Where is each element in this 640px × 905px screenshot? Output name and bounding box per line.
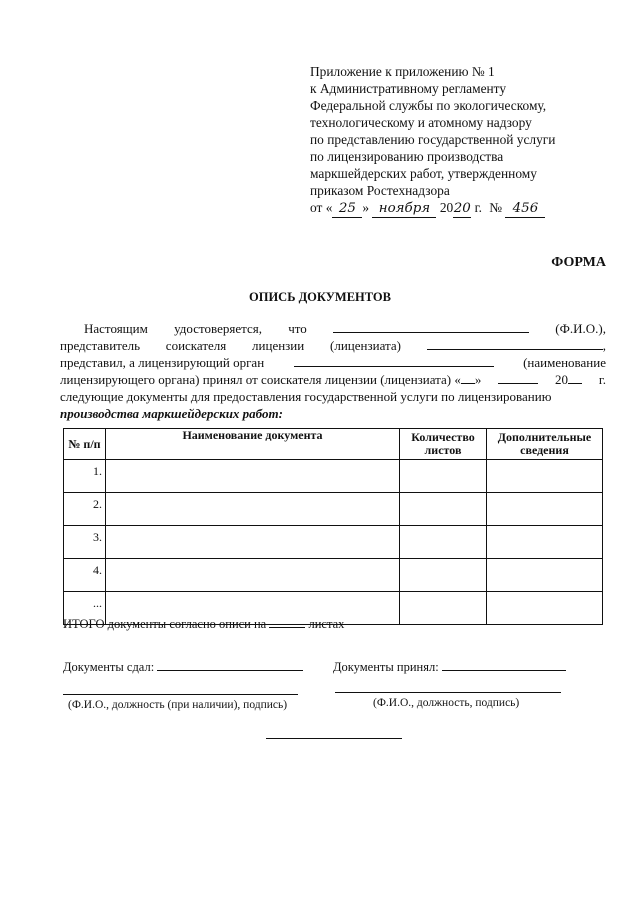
sheets-cell[interactable] <box>400 559 487 592</box>
body-text-fragment: 20 <box>555 372 569 387</box>
date-year-prefix: 20 <box>439 200 454 215</box>
caption-left: (Ф.И.О., должность (при наличии), подпись) <box>68 699 288 711</box>
year-blank[interactable] <box>568 371 582 384</box>
handed-label: Документы сдал: <box>63 660 155 674</box>
sheets-cell[interactable] <box>400 526 487 559</box>
col-extra-header: Дополнительные сведения <box>487 429 603 460</box>
row-number: 4. <box>64 559 106 592</box>
body-text-fragment: (наименование <box>523 355 606 370</box>
header-block <box>310 63 555 218</box>
fio-blank[interactable] <box>333 320 529 333</box>
table-row <box>64 460 603 493</box>
handed-signature-line[interactable] <box>63 694 298 695</box>
extra-cell[interactable] <box>487 460 603 493</box>
body-text-fragment: лицензирующего органа) принял от соискателя лицензии (лицензиата) « <box>60 372 461 387</box>
date-day: 25 <box>332 200 362 218</box>
body-line-5: следующие документы для предоставления государственной услуги по лицензированию <box>60 389 552 404</box>
header-line-7: маркшейдерских работ, утвержденному <box>310 166 537 181</box>
sheets-cell[interactable] <box>400 460 487 493</box>
body-text-fragment: (Ф.И.О.), <box>555 321 606 336</box>
extra-cell[interactable] <box>487 526 603 559</box>
body-text-fragment: соискателя <box>165 338 227 353</box>
header-line-8: приказом Ростехнадзора <box>310 183 450 198</box>
doc-name-cell[interactable] <box>106 559 400 592</box>
col-sheets-header: Количество листов <box>400 429 487 460</box>
handed-blank[interactable] <box>157 658 303 671</box>
table-header-row <box>64 429 603 460</box>
body-line-3 <box>60 354 606 371</box>
received-label: Документы принял: <box>333 660 439 674</box>
handed-line <box>63 658 303 675</box>
bottom-separator-line <box>266 738 402 739</box>
table-row <box>64 559 603 592</box>
body-text-fragment: что <box>288 321 307 336</box>
forma-label: ФОРМА <box>551 255 606 270</box>
body-text-fragment: Настоящим <box>84 321 148 336</box>
header-line-6: по лицензированию производства <box>310 149 504 164</box>
date-month: ноября <box>372 200 436 218</box>
body-text-fragment: представитель <box>60 338 141 353</box>
total-line <box>63 615 344 632</box>
header-date-line <box>310 199 555 218</box>
body-text-fragment: лицензии <box>252 338 305 353</box>
document-title: ОПИСЬ ДОКУМЕНТОВ <box>249 290 391 304</box>
received-signature-line[interactable] <box>335 692 561 693</box>
date-g: г. <box>474 200 482 215</box>
received-blank[interactable] <box>442 658 566 671</box>
body-line-1 <box>60 320 606 337</box>
representative-blank[interactable] <box>427 337 603 350</box>
documents-table <box>63 428 603 625</box>
body-text-fragment: удостоверяется, <box>174 321 262 336</box>
row-number: ... <box>64 592 106 625</box>
date-year-suffix: 20 <box>453 201 471 216</box>
row-number: 1. <box>64 460 106 493</box>
body-text-fragment: » <box>474 372 482 387</box>
sheets-cell[interactable] <box>400 493 487 526</box>
body-text-fragment: , <box>602 338 606 353</box>
row-number: 2. <box>64 493 106 526</box>
body-text-fragment: (лицензиата) <box>330 338 401 353</box>
row-number: 3. <box>64 526 106 559</box>
extra-cell[interactable] <box>487 592 603 625</box>
sheets-cell[interactable] <box>400 592 487 625</box>
body-line-6: производства маркшейдерских работ: <box>60 406 283 421</box>
header-line-3: Федеральной службы по экологическому, <box>310 98 547 113</box>
date-prefix: от « <box>310 200 333 215</box>
doc-name-cell[interactable] <box>106 460 400 493</box>
received-line <box>333 658 566 675</box>
doc-name-cell[interactable] <box>106 526 400 559</box>
extra-cell[interactable] <box>487 559 603 592</box>
header-line-1: Приложение к приложению № 1 <box>310 64 495 79</box>
number-label: № <box>489 200 503 215</box>
header-line-4: технологическому и атомному надзору <box>310 115 532 130</box>
extra-cell[interactable] <box>487 493 603 526</box>
doc-name-cell[interactable] <box>106 493 400 526</box>
header-line-2: к Административному регламенту <box>310 81 507 96</box>
licensing-body-blank[interactable] <box>294 354 494 367</box>
body-text-fragment: г. <box>598 372 606 387</box>
body-line-2 <box>60 337 606 354</box>
col-number-header: № п/п <box>64 429 106 460</box>
day-blank[interactable] <box>461 371 475 384</box>
date-mid: » <box>362 200 370 215</box>
table-row <box>64 526 603 559</box>
body-text-fragment: представил, а лицензирующий орган <box>60 355 265 370</box>
caption-right: (Ф.И.О., должность, подпись) <box>373 697 520 709</box>
total-sheets-blank[interactable] <box>269 615 305 628</box>
total-text-suffix: листах <box>308 617 345 631</box>
order-number: 456 <box>505 200 545 218</box>
header-line-5: по представлению государственной услуги <box>310 132 556 147</box>
total-text: ИТОГО документы согласно описи на <box>63 617 267 631</box>
table-row <box>64 493 603 526</box>
col-name-header: Наименование документа <box>106 429 400 460</box>
body-line-4 <box>60 371 606 388</box>
body-text <box>60 320 606 422</box>
month-blank[interactable] <box>498 371 538 384</box>
